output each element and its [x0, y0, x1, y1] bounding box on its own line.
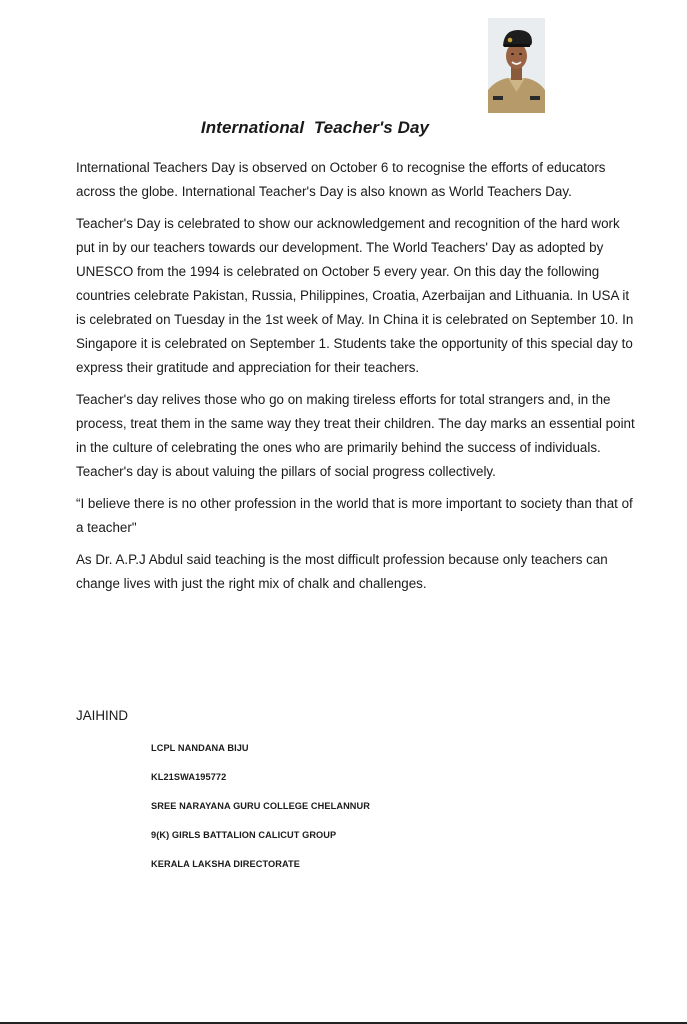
paragraph-quote: “I believe there is no other profession in the world that is more important to society than that of a teacher" — [76, 496, 633, 535]
paragraph-intro: International Teachers Day is observed on October 6 to recognise the efforts of educators across the globe. International Teacher's Day is also known as World Teachers Day. — [76, 160, 606, 199]
profile-photo-icon — [488, 18, 545, 113]
signature-directorate: KERALA LAKSHA DIRECTORATE — [151, 859, 300, 869]
signature-college: SREE NARAYANA GURU COLLEGE CHELANNUR — [151, 801, 371, 811]
article-body — [76, 156, 636, 604]
page-title: International Teacher's Day — [200, 118, 430, 137]
author-photo — [488, 18, 545, 113]
paragraph-significance: Teacher's day relives those who go on making tireless efforts for total strangers and, in the process, treat them in the same way they treat their children. The day marks an essential point in the culture of celebrating the ones who are primarily behind the success of individuals. Teacher's day is about valuing the pillars of social progress collectively. — [76, 392, 635, 479]
closing-salutation: JAIHIND — [76, 708, 129, 723]
signature-block — [151, 740, 370, 885]
paragraph-celebration: Teacher's Day is celebrated to show our acknowledgement and recognition of the hard work put in by our teachers towards our development. The World Teachers' Day as adopted by UNESCO from the 1994 is celebrated on October 5 every year. On this day the following countries celebrate Pakistan, Russia, Philippines, Croatia, Azerbaijan and Lithuania. In USA it is celebrated on Tuesday in the 1st week of May. In China it is celebrated on September 10. In Singapore it is celebrated on September 1. Students take the opportunity of this special day to express their gratitude and appreciation for their teachers. — [76, 216, 634, 375]
signature-id: KL21SWA195772 — [151, 772, 227, 782]
paragraph-conclusion: As Dr. A.P.J Abdul said teaching is the most difficult profession because only teachers can change lives with just the right mix of chalk and challenges. — [76, 552, 608, 591]
signature-name: LCPL NANDANA BIJU — [151, 743, 249, 753]
signature-battalion: 9(K) GIRLS BATTALION CALICUT GROUP — [151, 830, 337, 840]
